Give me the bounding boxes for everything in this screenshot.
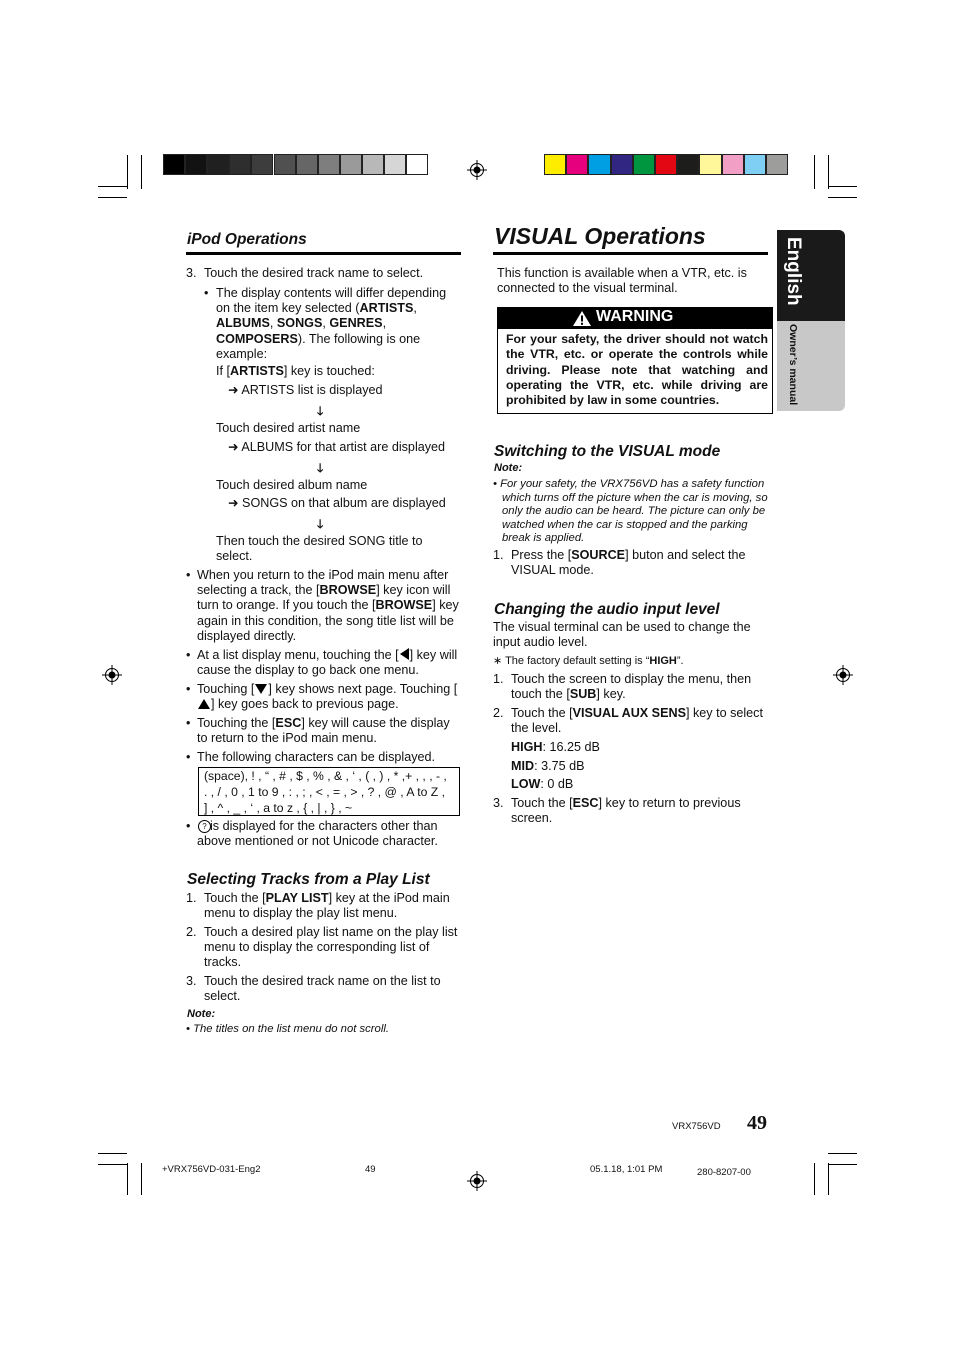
gray-swatch (318, 154, 340, 175)
unknown-character-icon: ? (198, 820, 211, 833)
audio-step: Touch the screen to display the menu, then touch the [SUB] key. (511, 672, 752, 702)
gray-swatch (163, 154, 185, 175)
bullet-esc: Touching the [ESC] key will cause the display to return to the iPod main menu. (197, 716, 450, 746)
gray-swatch (406, 154, 428, 175)
color-swatch (677, 154, 699, 175)
flow-result: ➜ ALBUMS for that artist are displayed (228, 440, 446, 454)
switch-step: Press the [SOURCE] buton and select the VISUAL mode. (511, 548, 746, 578)
section-rule (186, 252, 461, 255)
playlist-step: Touch the [PLAY LIST] key at the iPod main menu to display the play list menu. (204, 891, 450, 921)
gray-swatch (274, 154, 296, 175)
down-arrow-icon: 🡓 (317, 461, 324, 475)
step-number: 3. (186, 974, 197, 988)
bullet: • (186, 750, 191, 764)
visual-intro: This function is available when a VTR, etc. is connected to the visual terminal. (497, 266, 747, 296)
print-date: 05.1.18, 1:01 PM (590, 1164, 663, 1175)
color-swatch (566, 154, 588, 175)
playlist-step: Touch a desired play list name on the play list menu to display the corresponding list of tracks. (204, 925, 458, 970)
down-triangle-icon (255, 684, 267, 694)
character-line: (space), ! , “ , # , $ , % , & , ‘ , ( , ) , * ,+ , , , - , (204, 769, 447, 783)
color-swatch (588, 154, 610, 175)
left-triangle-icon (400, 648, 409, 660)
if-artists-line: If [ARTISTS] key is touched: (216, 364, 375, 378)
bullet: • (186, 716, 191, 730)
warning-label: WARNING (596, 308, 674, 325)
section-title-audio: Changing the audio input level (494, 601, 720, 618)
bullet-chars: The following characters can be displayed. (197, 750, 436, 764)
step-number: 3. (186, 266, 197, 280)
step-number: 2. (186, 925, 197, 939)
bullet: • (186, 648, 191, 662)
up-triangle-icon (198, 699, 210, 709)
bullet: • (186, 682, 191, 696)
step-number: 2. (493, 706, 504, 720)
page-number: 49 (747, 1112, 767, 1134)
registration-mark-icon (467, 1171, 487, 1191)
audio-step: Touch the [ESC] key to return to previous screen. (511, 796, 741, 826)
color-swatch (544, 154, 566, 175)
print-file: +VRX756VD-031-Eng2 (162, 1164, 261, 1175)
down-arrow-icon: 🡓 (317, 404, 324, 418)
bullet-return-browse: When you return to the iPod main menu after selecting a track, the [BROWSE] key icon will turn to orange. If you touch the [BROWSE] key again in this condition, the song title list will be displayed directly. (197, 568, 459, 643)
note-text: • The titles on the list menu do not scroll. (186, 1023, 390, 1035)
flow-action: Touch desired artist name (216, 421, 361, 435)
bullet-display-contents: The display contents will differ depending on the item key selected (ARTISTS, ALBUMS, SONGS, GENRES, COMPOSERS). The following is one example: (216, 286, 447, 361)
gray-swatch (229, 154, 251, 175)
level-high: HIGH: 16.25 dB (511, 740, 600, 754)
print-sheet: 49 (365, 1164, 376, 1175)
side-tab-subtitle: Owner’s manual (787, 324, 799, 406)
gray-swatch (340, 154, 362, 175)
step-number: 3. (493, 796, 504, 810)
gray-swatch (296, 154, 318, 175)
side-tab-language: English (783, 237, 804, 306)
gray-swatch (207, 154, 229, 175)
level-low: LOW: 0 dB (511, 777, 574, 791)
safety-note: • For your safety, the VRX756VD has a safety function which turns off the picture when the car is moving, so only the audio can be heard. The picture can only be watched when the car is stopped and the parking break is applied. (493, 478, 768, 545)
note-label: Note: (187, 1008, 216, 1020)
bullet: • (186, 819, 191, 833)
step-number: 1. (186, 891, 197, 905)
audio-intro: The visual terminal can be used to change the input audio level. (493, 620, 751, 650)
color-swatch (744, 154, 766, 175)
color-swatch (766, 154, 788, 175)
down-arrow-icon: 🡓 (317, 517, 324, 531)
registration-mark-icon (833, 665, 853, 685)
flow-action: Touch desired album name (216, 478, 368, 492)
color-swatch (699, 154, 721, 175)
color-swatch (655, 154, 677, 175)
color-swatch (633, 154, 655, 175)
bullet: • (186, 568, 191, 582)
color-swatch (722, 154, 744, 175)
playlist-step: Touch the desired track name on the list to select. (204, 974, 441, 1004)
bullet: • (204, 286, 209, 300)
default-setting-note: ∗ The factory default setting is “HIGH”. (493, 655, 684, 667)
bullet-page-keys: Touching [ ] key shows next page. Touching [] key goes back to previous page. (197, 682, 458, 712)
step-number: 1. (493, 672, 504, 686)
print-code: 280-8207-00 (697, 1167, 751, 1178)
step-number: 1. (493, 548, 504, 562)
bullet-list-back: At a list display menu, touching the [ ] key will cause the display to go back one menu. (197, 648, 458, 678)
footer-model: VRX756VD (672, 1121, 721, 1132)
registration-mark-icon (102, 665, 122, 685)
registration-mark-icon (467, 160, 487, 180)
gray-swatch (384, 154, 406, 175)
flow-result: ➜ SONGS on that album are displayed (228, 496, 446, 510)
section-title-ipod: iPod Operations (187, 231, 307, 248)
gray-swatch (251, 154, 273, 175)
section-title-switching: Switching to the VISUAL mode (494, 443, 721, 460)
level-mid: MID: 3.75 dB (511, 759, 585, 773)
bullet-unknown-chars: is displayed for the characters other than above mentioned or not Unicode character. (197, 819, 438, 849)
gray-swatch (362, 154, 384, 175)
section-title-playlist: Selecting Tracks from a Play List (187, 871, 430, 888)
character-line: . , / , 0 , 1 to 9 , : , ; , < , = , > , ? , @ , A to Z , (204, 785, 445, 799)
character-line: ] , ^ , _ , ‘ , a to z , { , | , } , ~ (204, 801, 353, 815)
flow-result: ➜ ARTISTS list is displayed (228, 383, 383, 397)
flow-action: Then touch the desired SONG title to select. (216, 534, 423, 564)
audio-step: Touch the [VISUAL AUX SENS] key to select the level. (511, 706, 763, 736)
step-text: Touch the desired track name to select. (204, 266, 424, 280)
color-swatch (611, 154, 633, 175)
note-label: Note: (494, 462, 523, 474)
warning-text: For your safety, the driver should not watch the VTR, etc. or operate the controls while driving. Please note that watching and operating the VTR, etc. while driving are prohibited by law in some countries. (506, 332, 768, 408)
page-title: VISUAL Operations (494, 223, 706, 249)
title-rule (493, 252, 768, 255)
gray-swatch (185, 154, 207, 175)
warning-triangle-icon (572, 310, 592, 327)
